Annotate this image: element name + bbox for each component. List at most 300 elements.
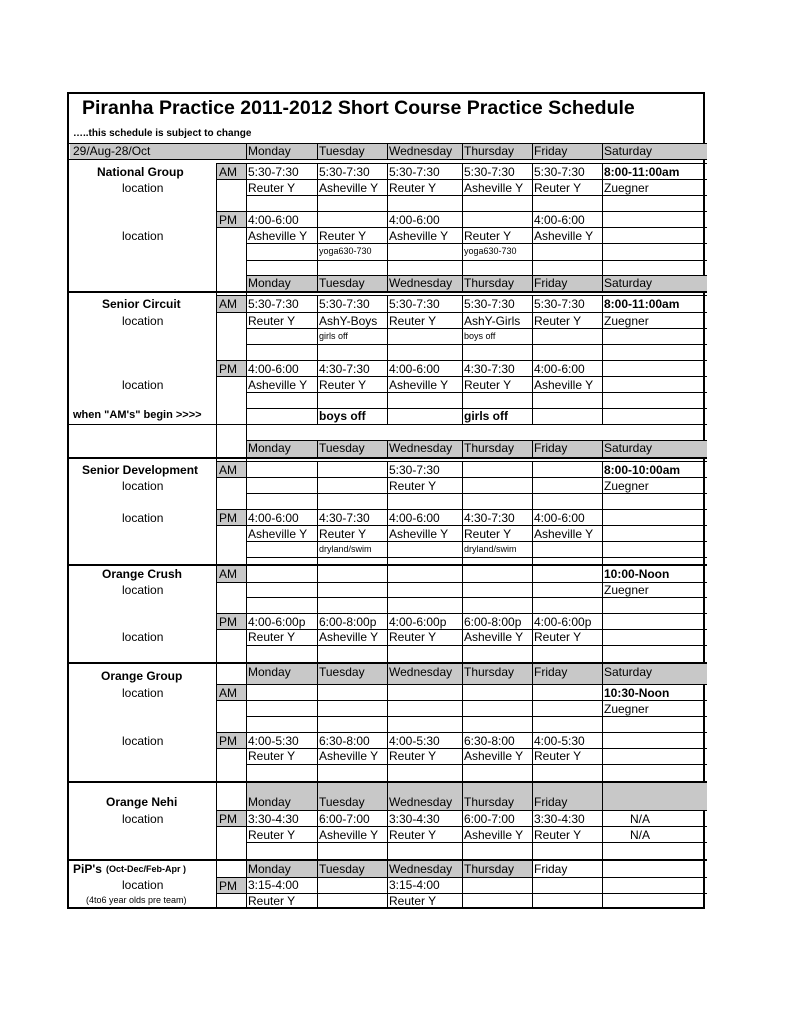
group-name: Orange Crush <box>102 567 183 581</box>
day-header: Thursday <box>464 144 515 158</box>
schedule-cell: 5:30-7:30 <box>464 297 515 311</box>
grid-line <box>602 275 603 291</box>
grid-line <box>532 440 533 457</box>
schedule-cell: Reuter Y <box>464 527 512 541</box>
rule-line <box>246 700 707 701</box>
schedule-cell: 8:00-10:00am <box>604 463 681 477</box>
schedule-cell: 6:30-8:00 <box>319 734 370 748</box>
rule-line <box>246 716 707 717</box>
day-header: Saturday <box>604 144 653 158</box>
schedule-cell: Asheville Y <box>534 378 594 392</box>
grid-line <box>532 664 533 781</box>
pm-label: PM <box>219 615 237 629</box>
grid-line <box>462 565 463 662</box>
day-header: Tuesday <box>319 862 365 876</box>
schedule-cell: Asheville Y <box>389 378 449 392</box>
grid-line <box>602 163 603 275</box>
rule-line <box>246 877 707 878</box>
rule-line <box>246 477 707 478</box>
grid-line <box>462 440 463 457</box>
rule-line <box>246 541 707 542</box>
schedule-cell: 3:15-4:00 <box>248 878 299 892</box>
schedule-cell: Asheville Y <box>248 229 308 243</box>
pm-label: PM <box>219 362 237 376</box>
grid-line <box>387 565 388 662</box>
location-label: location <box>122 181 164 195</box>
rule-line <box>69 291 707 293</box>
day-header: Saturday <box>604 276 653 290</box>
group-name: Orange Nehi <box>106 795 178 809</box>
location-label: location <box>122 630 164 644</box>
schedule-cell: Asheville Y <box>248 527 308 541</box>
day-header: Monday <box>248 441 291 455</box>
rule-line <box>246 826 707 827</box>
am-label: AM <box>219 297 237 311</box>
rule-line <box>69 457 707 459</box>
schedule-cell: 3:30-4:30 <box>248 812 299 826</box>
rule-line <box>246 557 707 558</box>
schedule-cell: 10:30-Noon <box>604 686 670 700</box>
grid-line <box>532 275 533 291</box>
schedule-cell: 4:00-6:00 <box>534 362 585 376</box>
rule-line <box>216 360 246 361</box>
rule-line <box>246 376 707 377</box>
schedule-cell: girls off <box>319 331 348 341</box>
schedule-cell: Asheville Y <box>534 527 594 541</box>
grid-line <box>462 408 463 424</box>
schedule-cell: Asheville Y <box>464 181 524 195</box>
day-header: Friday <box>534 665 568 679</box>
rule-line <box>216 312 246 313</box>
schedule-cell: Zuegner <box>604 314 649 328</box>
schedule-cell: 4:00-6:00 <box>389 362 440 376</box>
grid-line <box>602 565 603 662</box>
schedule-cell: Asheville Y <box>319 828 379 842</box>
day-header: Wednesday <box>389 795 453 809</box>
day-header: Tuesday <box>319 795 365 809</box>
schedule-cell: 4:00-6:00 <box>248 511 299 525</box>
schedule-cell: 10:00-Noon <box>604 567 670 581</box>
schedule-cell: 8:00-11:00am <box>604 297 680 311</box>
day-header: Wednesday <box>389 862 453 876</box>
schedule-cell: Zuegner <box>604 702 649 716</box>
schedule-cell: yoga630-730 <box>464 246 517 256</box>
pm-label: PM <box>219 213 237 227</box>
rule-line <box>246 582 707 583</box>
rule-line <box>216 376 246 377</box>
rule-line <box>216 748 246 749</box>
grid-line <box>532 163 533 275</box>
schedule-cell: 4:00-6:00 <box>534 511 585 525</box>
rule-line <box>216 565 246 566</box>
schedule-cell: N/A <box>630 812 651 826</box>
rule-line <box>246 312 707 313</box>
schedule-cell: 5:30-7:30 <box>464 165 515 179</box>
location-label: location <box>122 734 164 748</box>
rule-line <box>246 344 707 345</box>
schedule-cell: Zuegner <box>604 583 649 597</box>
rule-line <box>246 810 707 811</box>
day-header: Monday <box>248 862 291 876</box>
schedule-cell: Reuter Y <box>534 749 582 763</box>
rule-line <box>216 509 246 510</box>
grid-line <box>387 861 388 909</box>
day-header: Friday <box>534 144 568 158</box>
schedule-cell: AshY-Girls <box>464 314 521 328</box>
rule-line <box>246 597 707 598</box>
rule-line <box>246 211 707 212</box>
location-label: location <box>122 479 164 493</box>
grid-line <box>462 163 463 275</box>
day-header: Friday <box>534 276 568 290</box>
location-label: location <box>122 583 164 597</box>
grid-line <box>462 275 463 291</box>
day-header: Monday <box>248 276 291 290</box>
schedule-cell: Reuter Y <box>248 314 296 328</box>
rule-line <box>246 227 707 228</box>
grid-line <box>532 143 533 159</box>
location-label: location <box>122 812 164 826</box>
location-label: location <box>122 378 164 392</box>
schedule-cell: 4:00-6:00 <box>389 511 440 525</box>
rule-line <box>246 260 707 261</box>
schedule-cell: Reuter Y <box>534 181 582 195</box>
pm-label: PM <box>219 812 237 826</box>
grid-line <box>387 143 388 159</box>
schedule-cell: Reuter Y <box>389 479 437 493</box>
rule-line <box>246 195 707 196</box>
schedule-cell: 4:00-5:30 <box>534 734 585 748</box>
schedule-cell: 6:30-8:00 <box>464 734 515 748</box>
schedule-cell: Reuter Y <box>464 229 512 243</box>
schedule-cell: 5:30-7:30 <box>319 297 370 311</box>
location-label: location <box>122 878 164 892</box>
schedule-cell: yoga630-730 <box>319 246 372 256</box>
rule-line <box>246 684 707 685</box>
schedule-cell: N/A <box>630 828 651 842</box>
rule-line <box>246 275 707 276</box>
schedule-cell: 6:00-7:00 <box>464 812 515 826</box>
when-ams-label: when "AM's" begin >>>> <box>73 409 202 421</box>
grid-line <box>317 143 318 159</box>
date-range: 29/Aug-28/Oct <box>73 144 151 158</box>
rule-line <box>246 328 707 329</box>
schedule-cell: 5:30-7:30 <box>248 297 299 311</box>
day-header: Friday <box>534 862 568 876</box>
grid-line <box>532 783 533 859</box>
rule-line <box>216 810 246 811</box>
grid-line <box>387 163 388 275</box>
grid-line <box>602 295 603 408</box>
schedule-cell: Asheville Y <box>319 749 379 763</box>
group-name: Senior Circuit <box>102 297 181 311</box>
day-header: Thursday <box>464 862 515 876</box>
rule-line <box>216 179 246 180</box>
day-header: Monday <box>248 795 291 809</box>
schedule-cell: 4:00-6:00 <box>248 213 299 227</box>
grid-line <box>216 163 217 909</box>
grid-line <box>317 461 318 564</box>
rule-line <box>216 826 246 827</box>
schedule-cell: dryland/swim <box>464 544 517 554</box>
schedule-cell: Zuegner <box>604 181 649 195</box>
grid-line <box>317 295 318 408</box>
day-header: Monday <box>248 665 291 679</box>
day-header: Friday <box>534 795 568 809</box>
am-label: AM <box>219 463 237 477</box>
schedule-cell: Asheville Y <box>248 378 308 392</box>
schedule-cell: 4:00-6:00 <box>248 362 299 376</box>
day-header: Tuesday <box>319 665 365 679</box>
grid-line <box>462 461 463 564</box>
grid-line <box>602 461 603 564</box>
rule-line <box>216 227 246 228</box>
rule-line <box>216 700 246 701</box>
schedule-cell: girls off <box>464 409 508 423</box>
schedule-cell: 3:30-4:30 <box>389 812 440 826</box>
schedule-cell: Asheville Y <box>319 181 379 195</box>
grid-line <box>387 440 388 457</box>
group-name: PiP's <box>73 862 102 876</box>
grid-line <box>602 783 603 859</box>
rule-line <box>246 645 707 646</box>
schedule-cell: 4:30-7:30 <box>464 511 515 525</box>
grid-line <box>246 163 247 909</box>
grid-line <box>387 275 388 291</box>
grid-line <box>532 565 533 662</box>
rule-line <box>216 582 246 583</box>
schedule-cell: Reuter Y <box>319 229 367 243</box>
grid-line <box>602 664 603 781</box>
rule-line <box>246 842 707 843</box>
am-label: AM <box>219 567 237 581</box>
schedule-cell: 5:30-7:30 <box>319 165 370 179</box>
rule-line <box>246 525 707 526</box>
day-header: Friday <box>534 441 568 455</box>
group-name: National Group <box>97 165 184 179</box>
rule-line <box>216 163 246 164</box>
schedule-cell: 4:00-5:30 <box>389 734 440 748</box>
pm-label: PM <box>219 879 237 893</box>
schedule-cell: 5:30-7:30 <box>534 297 585 311</box>
rule-line <box>246 893 707 894</box>
rule-line <box>246 360 707 361</box>
grid-line <box>317 565 318 662</box>
schedule-cell: 5:30-7:30 <box>389 463 440 477</box>
day-header: Wednesday <box>389 441 453 455</box>
location-label: location <box>122 229 164 243</box>
rule-line <box>246 461 707 462</box>
rule-line <box>216 525 246 526</box>
day-header: Thursday <box>464 441 515 455</box>
rule-line <box>69 143 707 144</box>
schedule-cell: 8:00-11:00am <box>604 165 680 179</box>
rule-line <box>246 748 707 749</box>
schedule-cell: Reuter Y <box>389 828 437 842</box>
grid-line <box>317 861 318 909</box>
grid-line <box>387 408 388 424</box>
rule-line <box>216 629 246 630</box>
rule-line <box>246 408 707 409</box>
day-header: Monday <box>248 144 291 158</box>
rule-line <box>216 613 246 614</box>
schedule-cell: 4:00-6:00 <box>534 213 585 227</box>
grid-line <box>532 295 533 408</box>
group-name: Senior Development <box>82 463 199 477</box>
grid-line <box>387 461 388 564</box>
schedule-cell: 5:30-7:30 <box>389 165 440 179</box>
schedule-cell: 6:00-7:00 <box>319 812 370 826</box>
rule-line <box>246 493 707 494</box>
schedule-cell: Asheville Y <box>464 749 524 763</box>
schedule-cell: 5:30-7:30 <box>389 297 440 311</box>
schedule-cell: Reuter Y <box>319 378 367 392</box>
schedule-cell: Reuter Y <box>389 314 437 328</box>
grid-line <box>387 664 388 781</box>
rule-line <box>69 424 707 425</box>
rule-line <box>246 392 707 393</box>
day-header: Tuesday <box>319 276 365 290</box>
schedule-cell: 3:30-4:30 <box>534 812 585 826</box>
schedule-cell: Reuter Y <box>248 181 296 195</box>
am-label: AM <box>219 165 237 179</box>
schedule-cell: boys off <box>464 331 496 341</box>
schedule-cell: Reuter Y <box>534 828 582 842</box>
grid-line <box>317 163 318 275</box>
day-header: Thursday <box>464 665 515 679</box>
schedule-cell: dryland/swim <box>319 544 372 554</box>
rule-line <box>216 211 246 212</box>
day-header: Tuesday <box>319 144 365 158</box>
schedule-cell: boys off <box>319 409 366 423</box>
rule-line <box>216 477 246 478</box>
group-name: Orange Group <box>101 669 183 683</box>
rule-line <box>246 565 707 566</box>
schedule-cell: Zuegner <box>604 479 649 493</box>
day-header: Tuesday <box>319 441 365 455</box>
schedule-cell: Asheville Y <box>464 828 524 842</box>
rule-line <box>246 440 707 441</box>
schedule-cell: Asheville Y <box>389 527 449 541</box>
schedule-cell: Reuter Y <box>248 630 296 644</box>
schedule-cell: 5:30-7:30 <box>534 165 585 179</box>
schedule-cell: Asheville Y <box>464 630 524 644</box>
day-header: Wednesday <box>389 144 453 158</box>
grid-line <box>462 143 463 159</box>
pips-season: (Oct-Dec/Feb-Apr ) <box>106 864 187 874</box>
grid-line <box>532 408 533 424</box>
grid-line <box>317 783 318 859</box>
grid-line <box>317 408 318 424</box>
grid-line <box>532 861 533 909</box>
schedule-cell: Reuter Y <box>248 894 296 908</box>
rule-line <box>246 613 707 614</box>
schedule-document <box>67 92 705 909</box>
schedule-cell: Reuter Y <box>389 894 437 908</box>
day-header: Thursday <box>464 795 515 809</box>
day-header: Saturday <box>604 441 653 455</box>
schedule-cell: 4:00-6:00p <box>248 615 306 629</box>
grid-line <box>602 143 603 159</box>
rule-line <box>216 893 246 894</box>
schedule-cell: 4:00-6:00 <box>389 213 440 227</box>
rule-line <box>246 629 707 630</box>
schedule-cell: Reuter Y <box>319 527 367 541</box>
day-header: Thursday <box>464 276 515 290</box>
schedule-cell: 6:00-8:00p <box>464 615 522 629</box>
schedule-cell: 4:00-6:00p <box>389 615 447 629</box>
schedule-cell: 4:00-5:30 <box>248 734 299 748</box>
schedule-cell: Reuter Y <box>534 314 582 328</box>
rule-line <box>246 243 707 244</box>
grid-line <box>602 861 603 909</box>
schedule-cell: 4:30-7:30 <box>464 362 515 376</box>
day-header: Wednesday <box>389 665 453 679</box>
rule-line <box>69 159 707 160</box>
schedule-note: …..this schedule is subject to change <box>73 128 252 139</box>
schedule-cell: Reuter Y <box>389 181 437 195</box>
grid-line <box>317 440 318 457</box>
grid-line <box>462 664 463 781</box>
pm-label: PM <box>219 734 237 748</box>
location-label: location <box>122 314 164 328</box>
grid-line <box>387 783 388 859</box>
schedule-cell: Reuter Y <box>389 630 437 644</box>
grid-line <box>462 783 463 859</box>
schedule-cell: Reuter Y <box>389 749 437 763</box>
grid-line <box>387 295 388 408</box>
schedule-cell: AshY-Boys <box>319 314 378 328</box>
schedule-cell: 5:30-7:30 <box>248 165 299 179</box>
rule-line <box>246 163 707 164</box>
schedule-cell: Reuter Y <box>464 378 512 392</box>
rule-line <box>216 877 246 878</box>
grid-line <box>462 295 463 408</box>
page-title: Piranha Practice 2011-2012 Short Course Practice Schedule <box>82 97 635 119</box>
day-header: Saturday <box>604 665 653 679</box>
schedule-cell: Reuter Y <box>534 630 582 644</box>
location-label: location <box>122 511 164 525</box>
rule-line <box>246 764 707 765</box>
schedule-cell: 4:30-7:30 <box>319 362 370 376</box>
schedule-cell: Asheville Y <box>389 229 449 243</box>
schedule-cell: Reuter Y <box>248 749 296 763</box>
grid-line <box>462 861 463 909</box>
grid-line <box>602 408 603 424</box>
grid-line <box>246 143 247 159</box>
rule-line <box>246 295 707 296</box>
rule-line <box>216 295 246 296</box>
schedule-cell: 6:00-8:00p <box>319 615 377 629</box>
schedule-cell: Asheville Y <box>534 229 594 243</box>
grid-line <box>317 664 318 781</box>
rule-line <box>216 461 246 462</box>
grid-line <box>602 440 603 457</box>
pm-label: PM <box>219 511 237 525</box>
am-label: AM <box>219 686 237 700</box>
schedule-cell: Reuter Y <box>248 828 296 842</box>
schedule-cell: 4:30-7:30 <box>319 511 370 525</box>
grid-line <box>532 461 533 564</box>
schedule-cell: Asheville Y <box>319 630 379 644</box>
rule-line <box>246 509 707 510</box>
day-header: Wednesday <box>389 276 453 290</box>
grid-line <box>317 275 318 291</box>
rule-line <box>246 732 707 733</box>
rule-line <box>246 179 707 180</box>
rule-line <box>216 684 246 685</box>
rule-line <box>216 732 246 733</box>
